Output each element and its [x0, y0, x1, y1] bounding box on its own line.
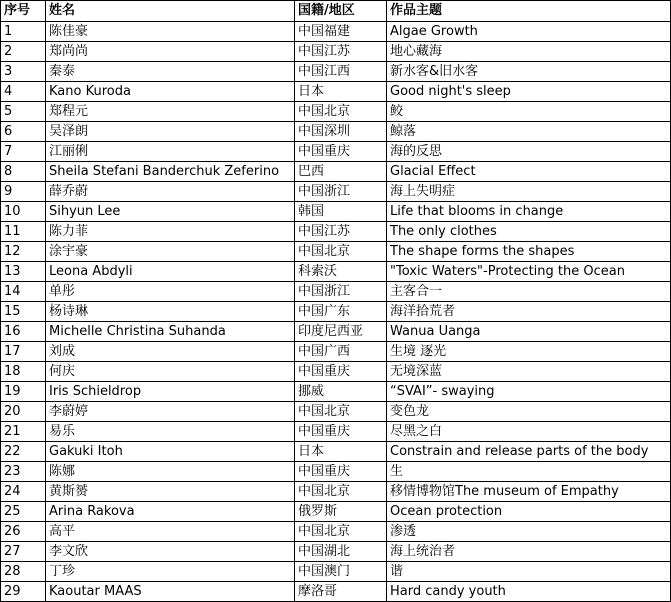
header-number: 序号: [1, 1, 46, 22]
cell-number: 18: [1, 362, 46, 382]
cell-number: 26: [1, 522, 46, 542]
table-row: [1, 182, 671, 202]
cell-name: 易乐: [46, 422, 295, 442]
cell-country: 中国重庆: [295, 422, 387, 442]
cell-work-title: 变色龙: [387, 402, 671, 422]
cell-work-title: 海的反思: [387, 142, 671, 162]
cell-work-title: Glacial Effect: [387, 162, 671, 182]
cell-number: 11: [1, 222, 46, 242]
cell-name: 陈佳豪: [46, 22, 295, 42]
cell-country: 中国澳门: [295, 562, 387, 582]
cell-number: 4: [1, 82, 46, 102]
cell-work-title: 尽黑之白: [387, 422, 671, 442]
cell-name: 陈娜: [46, 462, 295, 482]
cell-name: Iris Schieldrop: [46, 382, 295, 402]
cell-work-title: 海上失明症: [387, 182, 671, 202]
cell-number: 5: [1, 102, 46, 122]
table-row: [1, 502, 671, 522]
cell-name: 刘成: [46, 342, 295, 362]
cell-work-title: 无境深蓝: [387, 362, 671, 382]
cell-number: 15: [1, 302, 46, 322]
cell-country: 日本: [295, 442, 387, 462]
cell-work-title: "Toxic Waters"-Protecting the Ocean: [387, 262, 671, 282]
cell-country: 中国广西: [295, 342, 387, 362]
table-row: [1, 362, 671, 382]
table-row: [1, 122, 671, 142]
table-body: [1, 22, 671, 602]
cell-country: 中国北京: [295, 402, 387, 422]
cell-country: 中国北京: [295, 102, 387, 122]
table-row: [1, 542, 671, 562]
cell-number: 25: [1, 502, 46, 522]
cell-country: 韩国: [295, 202, 387, 222]
cell-name: Leona Abdyli: [46, 262, 295, 282]
cell-number: 8: [1, 162, 46, 182]
cell-work-title: 海上统治者: [387, 542, 671, 562]
cell-number: 22: [1, 442, 46, 462]
table-row: [1, 342, 671, 362]
cell-country: 中国湖北: [295, 542, 387, 562]
cell-work-title: Algae Growth: [387, 22, 671, 42]
cell-name: 江丽俐: [46, 142, 295, 162]
cell-work-title: The shape forms the shapes: [387, 242, 671, 262]
cell-name: 陈力菲: [46, 222, 295, 242]
table-row: [1, 562, 671, 582]
cell-country: 中国浙江: [295, 182, 387, 202]
cell-country: 摩洛哥: [295, 582, 387, 602]
cell-work-title: Hard candy youth: [387, 582, 671, 602]
table-row: [1, 42, 671, 62]
cell-name: Sheila Stefani Banderchuk Zeferino: [46, 162, 295, 182]
cell-country: 中国广东: [295, 302, 387, 322]
cell-work-title: 鲸落: [387, 122, 671, 142]
table-row: [1, 422, 671, 442]
cell-name: 郑尚尚: [46, 42, 295, 62]
cell-number: 27: [1, 542, 46, 562]
cell-number: 9: [1, 182, 46, 202]
cell-name: 黄斯赟: [46, 482, 295, 502]
cell-work-title: Life that blooms in change: [387, 202, 671, 222]
cell-name: Sihyun Lee: [46, 202, 295, 222]
cell-country: 中国重庆: [295, 462, 387, 482]
cell-country: 中国江苏: [295, 222, 387, 242]
cell-country: 中国福建: [295, 22, 387, 42]
cell-number: 21: [1, 422, 46, 442]
cell-work-title: 渗透: [387, 522, 671, 542]
cell-work-title: Wanua Uanga: [387, 322, 671, 342]
cell-number: 17: [1, 342, 46, 362]
cell-country: 日本: [295, 82, 387, 102]
cell-name: 高平: [46, 522, 295, 542]
cell-work-title: 生: [387, 462, 671, 482]
cell-work-title: 鲛: [387, 102, 671, 122]
cell-name: 李蔚婷: [46, 402, 295, 422]
header-row: [1, 1, 671, 22]
table-row: [1, 62, 671, 82]
cell-number: 19: [1, 382, 46, 402]
header-name: 姓名: [46, 1, 295, 22]
table-row: [1, 142, 671, 162]
cell-work-title: 谐: [387, 562, 671, 582]
cell-country: 中国北京: [295, 242, 387, 262]
cell-name: 薛乔蔚: [46, 182, 295, 202]
cell-name: 涂宇豪: [46, 242, 295, 262]
cell-name: Kaoutar MAAS: [46, 582, 295, 602]
cell-work-title: 移情博物馆The museum of Empathy: [387, 482, 671, 502]
cell-name: Michelle Christina Suhanda: [46, 322, 295, 342]
cell-work-title: 主客合一: [387, 282, 671, 302]
cell-number: 3: [1, 62, 46, 82]
table-row: [1, 242, 671, 262]
cell-country: 中国重庆: [295, 362, 387, 382]
cell-country: 印度尼西亚: [295, 322, 387, 342]
table-row: [1, 462, 671, 482]
table-row: [1, 102, 671, 122]
cell-work-title: Ocean protection: [387, 502, 671, 522]
cell-number: 16: [1, 322, 46, 342]
cell-name: 郑程元: [46, 102, 295, 122]
table-row: [1, 522, 671, 542]
cell-number: 20: [1, 402, 46, 422]
cell-number: 28: [1, 562, 46, 582]
cell-work-title: 海洋拾荒者: [387, 302, 671, 322]
table-row: [1, 302, 671, 322]
cell-number: 29: [1, 582, 46, 602]
cell-country: 中国北京: [295, 482, 387, 502]
table-row: [1, 162, 671, 182]
cell-work-title: 新水客&旧水客: [387, 62, 671, 82]
cell-country: 俄罗斯: [295, 502, 387, 522]
cell-name: 丁珍: [46, 562, 295, 582]
cell-work-title: Good night's sleep: [387, 82, 671, 102]
cell-name: 杨诗琳: [46, 302, 295, 322]
cell-name: 李文欣: [46, 542, 295, 562]
cell-work-title: “SVAI”- swaying: [387, 382, 671, 402]
cell-name: 吴泽朗: [46, 122, 295, 142]
table-row: [1, 82, 671, 102]
table-row: [1, 202, 671, 222]
cell-number: 7: [1, 142, 46, 162]
cell-name: Gakuki Itoh: [46, 442, 295, 462]
table-row: [1, 222, 671, 242]
cell-number: 10: [1, 202, 46, 222]
header-country: 国籍/地区: [295, 1, 387, 22]
cell-number: 1: [1, 22, 46, 42]
cell-country: 中国江苏: [295, 42, 387, 62]
table-row: [1, 582, 671, 602]
cell-country: 中国浙江: [295, 282, 387, 302]
table-row: [1, 22, 671, 42]
cell-number: 23: [1, 462, 46, 482]
cell-work-title: 生境 逐光: [387, 342, 671, 362]
cell-name: 秦泰: [46, 62, 295, 82]
cell-country: 巴西: [295, 162, 387, 182]
cell-number: 2: [1, 42, 46, 62]
cell-number: 12: [1, 242, 46, 262]
cell-country: 中国北京: [295, 522, 387, 542]
cell-work-title: The only clothes: [387, 222, 671, 242]
cell-number: 24: [1, 482, 46, 502]
header-work-title: 作品主题: [387, 1, 671, 22]
cell-name: Kano Kuroda: [46, 82, 295, 102]
cell-country: 中国重庆: [295, 142, 387, 162]
cell-name: 单彤: [46, 282, 295, 302]
table-row: [1, 262, 671, 282]
cell-number: 13: [1, 262, 46, 282]
table-row: [1, 402, 671, 422]
table-header: [1, 1, 671, 22]
cell-country: 中国江西: [295, 62, 387, 82]
table-row: [1, 382, 671, 402]
cell-name: Arina Rakova: [46, 502, 295, 522]
cell-work-title: Constrain and release parts of the body: [387, 442, 671, 462]
cell-country: 中国深圳: [295, 122, 387, 142]
cell-number: 14: [1, 282, 46, 302]
cell-country: 科索沃: [295, 262, 387, 282]
table-row: [1, 322, 671, 342]
table-row: [1, 482, 671, 502]
table-row: [1, 442, 671, 462]
cell-number: 6: [1, 122, 46, 142]
cell-country: 挪威: [295, 382, 387, 402]
cell-work-title: 地心藏海: [387, 42, 671, 62]
cell-name: 何庆: [46, 362, 295, 382]
table-row: [1, 282, 671, 302]
